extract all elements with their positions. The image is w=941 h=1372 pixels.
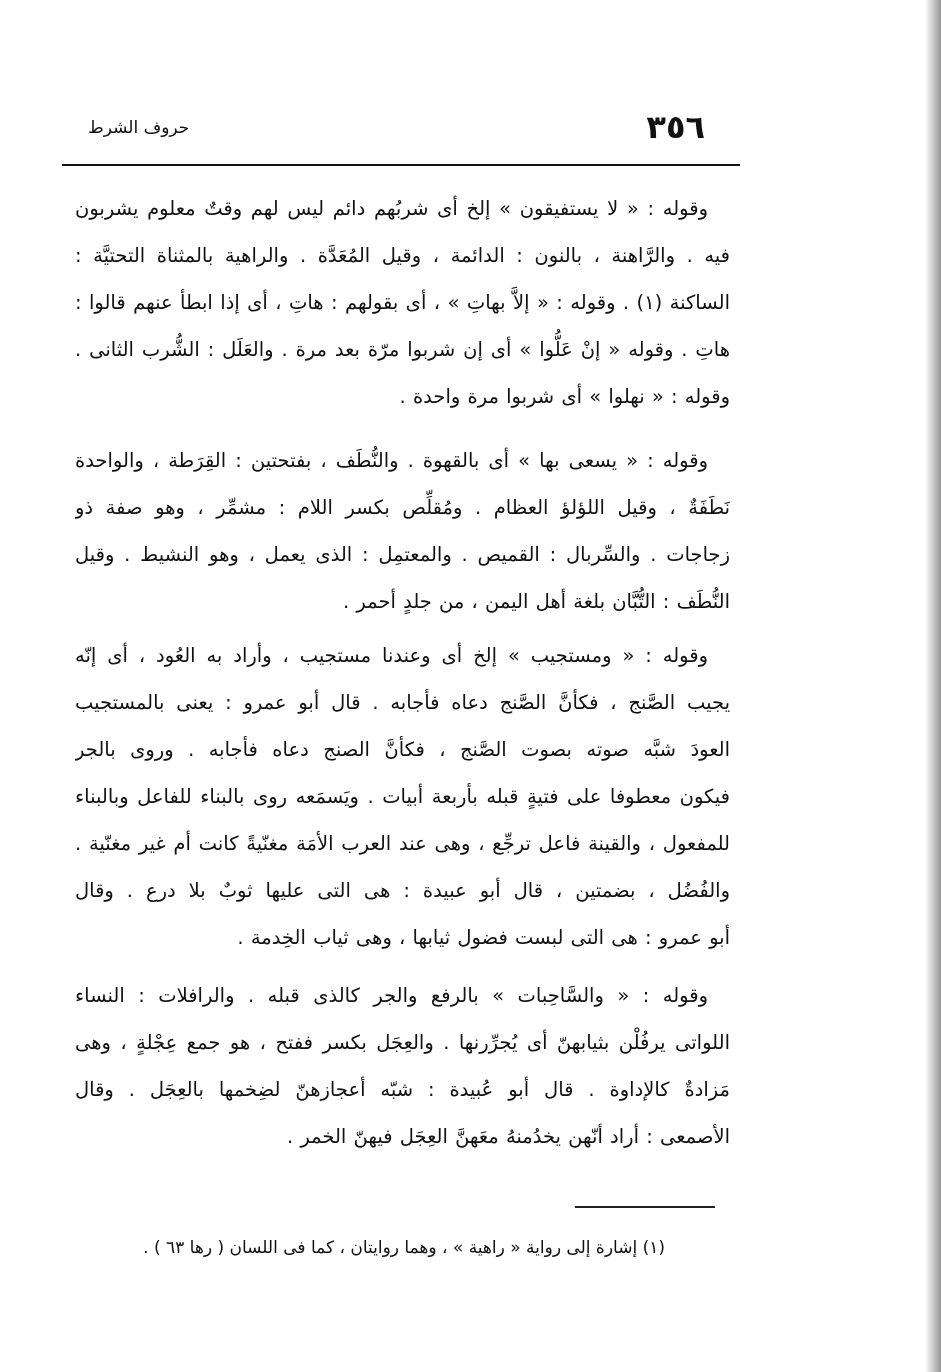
text-line: يجيب الصَّنج ، فكأنَّ الصَّنج دعاه فأجابه . قال أبو عمرو : يعنى بالمستجيب: [75, 691, 730, 714]
text-line: العودَ شبَّه صوته بصوت الصَّنج ، فكأنَّ الصنج دعاه فأجابه . وروى بالجر: [75, 738, 730, 761]
paragraph-3: [75, 632, 730, 961]
text-line: مَزادةٌ كالإداوة . قال أبو عُبيدة : شبّه أعجازهنّ لضِخمها بالعِجَل . وقال: [75, 1078, 730, 1101]
page-edge-shadow: [925, 0, 941, 1372]
footnote: (١) إشارة إلى رواية « راهية » ، وهما روايتان ، كما فى اللسان ( رها ٦٣ ) .: [143, 1238, 665, 1258]
footnote-separator: [575, 1206, 715, 1208]
header-rule: [62, 164, 740, 166]
text-line: الأصمعى : أراد أنّهن يخدُمنهُ معَهنَّ العِجَل فيهنّ الخمر .: [286, 1125, 730, 1148]
text-line: النُّطَف : التُّبَّان بلغة أهل اليمن ، من جلدٍ أحمر .: [343, 590, 730, 613]
text-line: وقوله : « لا يستفيقون » إلخ أى شربُهم دائم ليس لهم وقتٌ معلوم يشربون: [75, 197, 708, 220]
text-line: هاتِ . وقوله « إنْ عَلُّوا » أى إن شربوا مرّة بعد مرة . والعَلَل : الشُّرب الثانى .: [75, 338, 730, 361]
paragraph-2: [75, 437, 730, 625]
text-line: والفُضُل ، بضمتين ، قال أبو عبيدة : هى التى عليها ثوبٌ بلا درع . وقال: [75, 879, 730, 902]
text-line: فيكون معطوفا على فتيةٍ قبله بأربعة أبيات . ويَسمَعه روى بالبناء للفاعل وبالبناء: [75, 785, 730, 808]
running-title: حروف الشرط: [88, 118, 190, 138]
text-line: زجاجات . والسِّربال : القميص . والمعتمِل : الذى يعمل ، وهو النشيط . وقيل: [75, 543, 730, 566]
text-line: وقوله : « يسعى بها » أى بالقهوة . والنُّطَف ، بفتحتين : القِرَطة ، والواحدة: [75, 449, 708, 472]
text-line: اللواتى يرفُلْن بثيابهنّ أى يُجرِّرنها . والعِجَل بكسر ففتح ، هو جمع عِجْلةٍ ، وهى: [75, 1031, 730, 1054]
paragraph-1: [75, 185, 730, 420]
text-line: وقوله : « والسَّاحِبات » بالرفع والجر كالذى قبله . والرافلات : النساء: [75, 984, 708, 1007]
text-line: الساكنة (١) . وقوله : « إلاَّ بهاتِ » ، أى بقولهم : هاتِ ، أى إذا ابطأ عنهم قالوا :: [75, 291, 730, 314]
text-line: وقوله : « ومستجيب » إلخ أى وعندنا مستجيب ، وأراد به العُود ، أى إنّه: [75, 644, 708, 667]
text-line: أبو عمرو : هى التى لبست فضول ثيابها ، وهى ثياب الخِدمة .: [237, 926, 730, 949]
text-line: للمفعول ، والقينة فاعل ترجِّع ، وهى عند العرب الأمَة مغنّيةً كانت أم غير مغنّية .: [75, 832, 730, 855]
page-number: ٣٥٦: [646, 108, 705, 146]
text-line: نَطَفَةٌ ، وقيل اللؤلؤ العظام . ومُقلِّص بكسر اللام : مشمِّر ، وهو صفة ذو: [75, 496, 730, 519]
paragraph-4: [75, 972, 730, 1160]
text-line: وقوله : « نهلوا » أى شربوا مرة واحدة .: [399, 385, 730, 408]
text-line: فيه . والرَّاهنة ، بالنون : الدائمة ، وقيل المُعَدَّة . والراهية بالمثناة التحتيَّة :: [75, 244, 730, 267]
